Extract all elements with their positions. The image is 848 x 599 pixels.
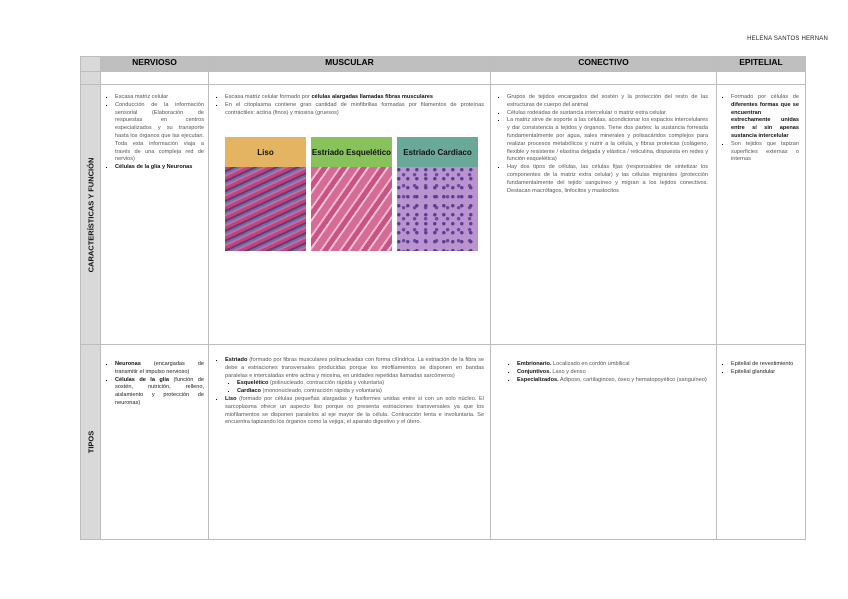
- cell-muscular-tipos: [209, 345, 491, 540]
- header-nervioso: NERVIOSO: [101, 57, 209, 72]
- header-corner: [81, 57, 101, 72]
- list-item: ▪ Epitelial glandular: [731, 369, 799, 377]
- row-label-cell-tipos: [81, 345, 101, 540]
- list-item: ▪ Conjuntivos. Laxo y denso: [517, 369, 708, 377]
- cell-epitelial-caracteristicas: [717, 85, 806, 345]
- image-cardiaco: [397, 137, 478, 251]
- image-label-cardiaco: Estriado Cardiaco: [397, 137, 478, 167]
- row-label-caracteristicas: CARACTERÍSTICAS Y FUNCIÓN: [86, 157, 95, 272]
- list-item: ▪ La matriz sirve de soporte a las células, acondicionar los espacios intercelulares y dar consistencia a tejidos y órganos. Tiene dos partes: la sustancia forreada fundamentalmente por agua, sales minerales y polisacáridos complejos para realizar procesos metabólicos y nutrir a la célula, y fibras proteicas (colágeno, flexible y resistente / elastina delgada y elástica / reticulina, dispuesta en redes y función esquelética): [507, 117, 708, 164]
- list-item: ▪ Grupos de tejidos encargados del sostén y la protección del resto de las estructuras de cuerpo del animal: [507, 94, 708, 110]
- list-item: ▪ Escasa matriz celular formado por células alargadas llamadas fibras musculares: [225, 94, 484, 102]
- header-conectivo: CONECTIVO: [491, 57, 717, 72]
- header-epitelial: EPITELIAL: [717, 57, 806, 72]
- muscle-images: [225, 137, 484, 251]
- image-esqueletico: [311, 137, 392, 251]
- cell-nervioso-caracteristicas: [101, 85, 209, 345]
- list-item: ▪ Especializados. Adiposo, cartilaginoso, óseo y hematopoyético (sanguíneo): [517, 377, 708, 385]
- list-item: ▪ Embrionario. Localizado en cordón umbilical: [517, 361, 708, 369]
- cell-conectivo-caracteristicas: [491, 85, 717, 345]
- row-label-tipos: TIPOS: [86, 430, 95, 454]
- list-item: ▪ Conducción de la información sensorial (Elaboración de respuestas en centros especializados y su transporte hasta los órganos que las ejecutan. Toda esta información viaja a través de una compleja red de nervios): [115, 102, 204, 164]
- image-liso: [225, 137, 306, 251]
- cell-conectivo-tipos: [491, 345, 717, 540]
- cell-nervioso-tipos: [101, 345, 209, 540]
- header-muscular: MUSCULAR: [209, 57, 491, 72]
- list-item: ▪ Células rodeadas de sustancia intercelular o matriz extra celular.: [507, 110, 708, 118]
- row-label-cell-caracteristicas: [81, 85, 101, 345]
- list-item: ▪ Esquelético (polinucleado, contracción rápida y voluntaria): [237, 380, 484, 388]
- list-item: ▪ Epitelial de revestimiento: [731, 361, 799, 369]
- list-item: ▪ Hay dos tipos de células, las células fijas (responsables de sintetizar los componentes de la matriz extra celular) y las células migrantes (protección fundamentalmente del tejido sanguíneo y migran a los tejidos conectivos. Destacan macrófagos, linfocitos y mastocitos: [507, 164, 708, 195]
- list-item: ▪ Estriado (formado por fibras musculares polinucleadas con forma cilíndrica. La estriación de la fibra se debe a estriaciones transversales producidas porque los miofilamentos se disponen en bandas paralelas e intercaladas entre actina y miosina, en unidades repetidas llamadas sarcómeros) ▪ Esquelético (polinucleado, contracción rápida y voluntaria) ▪ Cardiaco (mononucleado, contracción rápida y voluntaria): [225, 357, 484, 396]
- list-item: ▪ En el citoplasma contiene gran cantidad de miofibrillas formadas por filamentos de proteínas contráctiles: actina (finos) y miosina (gruesos): [225, 102, 484, 118]
- list-item: ▪ Neuronas (encargadas de transmitir el impulso nervioso): [115, 361, 204, 377]
- list-item: ▪ Son tejidos que tapizan superficies externas o internas: [731, 141, 799, 164]
- header-row: [81, 57, 806, 72]
- row-caracteristicas: [81, 85, 806, 345]
- list-item: ▪ Liso (formado por células pequeñas alargadas y fusiformes unidas entre sí con un solo núcleo. El sarcoplasma ofrece un aspecto liso porque no presenta estriaciones transversales ya que los miofilamentos se disponen paralelos al eje mayor de la célula. Contracción lenta e involuntaria. Se encuentra tapizando los órganos como la vejiga, el aparato digestivo y el útero.: [225, 396, 484, 427]
- row-tipos: [81, 345, 806, 540]
- cell-epitelial-tipos: [717, 345, 806, 540]
- tissue-table: [80, 56, 806, 540]
- micrograph-esqueletico: [311, 167, 392, 251]
- spacer-row: [81, 72, 806, 85]
- micrograph-liso: [225, 167, 306, 251]
- list-item: ▪ Formado por células de diferentes formas que se encuentran estrechamente unidas entre sí sin apenas sustancia intercelular: [731, 94, 799, 141]
- list-item: ▪ Células de la glía (función de sostén, nutrición, relleno, aislamiento y protección de neuronas): [115, 377, 204, 408]
- list-item: ▪ Células de la glía y Neuronas: [115, 164, 204, 172]
- list-item: ▪ Cardiaco (mononucleado, contracción rápida y voluntaria): [237, 388, 484, 396]
- list-item: ▪ Escasa matriz celular: [115, 94, 204, 102]
- author-name: HELENA SANTOS HERNAN: [747, 36, 828, 42]
- image-label-liso: Liso: [225, 137, 306, 167]
- cell-muscular-caracteristicas: [209, 85, 491, 345]
- micrograph-cardiaco: [397, 167, 478, 251]
- image-label-esqueletico: Estriado Esquelético: [311, 137, 392, 167]
